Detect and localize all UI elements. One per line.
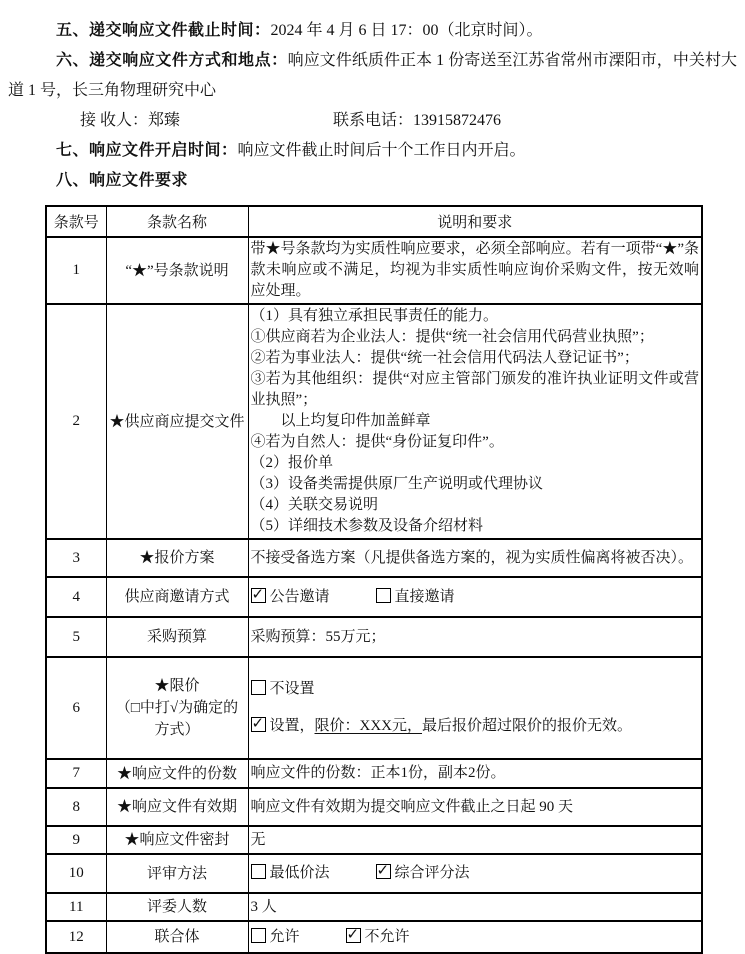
text-line: ③若为其他组织：提供“对应主管部门颁发的准许执业证明文件或营业执照”； bbox=[250, 371, 699, 408]
option-label: 最低价法 bbox=[269, 865, 330, 881]
clause-requirements bbox=[248, 657, 702, 759]
checked-checkbox-icon bbox=[346, 928, 361, 943]
option-label: 综合评分法 bbox=[394, 865, 470, 881]
clause-number: 3 bbox=[46, 539, 106, 577]
option-label: 不允许 bbox=[364, 928, 410, 945]
clause-name-line: （□中打√为确定的方式） bbox=[115, 700, 239, 738]
unchecked-checkbox-icon bbox=[376, 588, 391, 603]
table-row bbox=[46, 759, 702, 788]
spacer bbox=[251, 700, 700, 716]
checkbox-option bbox=[346, 929, 410, 945]
paragraph-opening-time-label: 七、响应文件开启时间： bbox=[56, 142, 238, 159]
clause-name-line: 采购预算 bbox=[146, 629, 207, 645]
clause-requirements bbox=[248, 826, 702, 854]
option-label: 最后报价超过限价的报价无效。 bbox=[422, 718, 633, 734]
text-line: 3 人 bbox=[250, 898, 277, 915]
clause-number: 1 bbox=[46, 237, 106, 304]
paragraph-requirements-label: 八、响应文件要求 bbox=[56, 172, 189, 189]
phone-block bbox=[333, 106, 501, 136]
clause-name bbox=[106, 788, 248, 826]
clause-number: 8 bbox=[46, 788, 106, 826]
checkbox-option bbox=[376, 589, 455, 605]
clause-name bbox=[106, 657, 248, 759]
table-row bbox=[46, 921, 702, 953]
clause-name bbox=[106, 759, 248, 788]
clause-number: 6 bbox=[46, 657, 106, 759]
clause-number: 7 bbox=[46, 759, 106, 788]
clause-number: 4 bbox=[46, 577, 106, 617]
option-label: 直接邀请 bbox=[394, 588, 455, 605]
clause-name bbox=[106, 617, 248, 657]
table-row bbox=[46, 657, 702, 759]
checkbox-option bbox=[251, 929, 300, 945]
paragraph-deadline bbox=[8, 16, 737, 46]
text-line: 无 bbox=[250, 831, 266, 848]
text-line: ①供应商若为企业法人：提供“统一社会信用代码营业执照”； bbox=[250, 329, 654, 345]
clause-requirements bbox=[248, 921, 702, 953]
clause-name-line: ★限价 bbox=[154, 678, 200, 694]
checkbox-option bbox=[251, 718, 633, 734]
paragraph-deadline-label: 五、递交响应文件截止时间： bbox=[56, 22, 271, 39]
clause-requirements bbox=[248, 854, 702, 893]
paragraph-delivery-text: 响应文件纸质件正本 1 份寄送至江苏省常州市溧阳市，中关村大道 1 号，长三角物理研究中心 bbox=[8, 52, 737, 99]
clause-requirements bbox=[248, 893, 702, 921]
text-line: （1）具有独立承担民事责任的能力。 bbox=[250, 308, 499, 324]
checked-checkbox-icon bbox=[251, 717, 266, 732]
header-clause-name: 条款名称 bbox=[106, 206, 248, 237]
clause-name-line: 评委人数 bbox=[146, 899, 207, 915]
clause-requirements bbox=[248, 788, 702, 826]
paragraph-requirements-heading bbox=[8, 166, 737, 196]
phone-label: 联系电话： bbox=[333, 112, 414, 129]
text-line: ②若为事业法人：提供“统一社会信用代码法人登记证书”； bbox=[250, 350, 639, 366]
clause-name bbox=[106, 237, 248, 304]
option-label: 限价：XXX元， bbox=[314, 718, 423, 734]
checkbox-option bbox=[251, 681, 315, 697]
option-line bbox=[251, 679, 700, 700]
table-row bbox=[46, 854, 702, 893]
clause-name-line: ★供应商应提交文件 bbox=[109, 413, 245, 430]
clause-number: 11 bbox=[46, 893, 106, 921]
clause-number: 5 bbox=[46, 617, 106, 657]
unchecked-checkbox-icon bbox=[251, 928, 266, 943]
text-line: 响应文件有效期为提交响应文件截止之日起 90 天 bbox=[250, 798, 574, 815]
contact-line bbox=[8, 106, 737, 136]
checkbox-option bbox=[251, 865, 330, 881]
text-line: 响应文件的份数：正本1份，副本2份。 bbox=[250, 765, 506, 781]
header-requirements: 说明和要求 bbox=[248, 206, 702, 237]
clause-name bbox=[106, 921, 248, 953]
unchecked-checkbox-icon bbox=[251, 864, 266, 879]
text-line: （3）设备类需提供原厂生产说明或代理协议 bbox=[250, 476, 544, 492]
clause-number: 12 bbox=[46, 921, 106, 953]
option-label: 不设置 bbox=[269, 681, 315, 697]
text-line: ④若为自然人：提供“身份证复印件”。 bbox=[250, 434, 504, 450]
text-line: （4）关联交易说明 bbox=[250, 497, 379, 513]
clause-name bbox=[106, 539, 248, 577]
clause-number: 10 bbox=[46, 854, 106, 893]
clause-name bbox=[106, 304, 248, 539]
text-line: 采购预算：55万元； bbox=[250, 628, 386, 645]
option-line bbox=[251, 587, 700, 608]
paragraph-deadline-text: 2024 年 4 月 6 日 17：00（北京时间）。 bbox=[270, 22, 543, 39]
phone-number: 13915872476 bbox=[413, 112, 502, 129]
clause-name-line: 联合体 bbox=[154, 929, 200, 945]
unchecked-checkbox-icon bbox=[251, 680, 266, 695]
receiver-name: 郑臻 bbox=[148, 112, 181, 129]
option-line bbox=[251, 927, 700, 948]
clause-requirements bbox=[248, 617, 702, 657]
response-requirements-table bbox=[45, 205, 703, 954]
option-line bbox=[251, 716, 700, 737]
paragraph-delivery bbox=[8, 46, 737, 106]
table-row bbox=[46, 826, 702, 854]
text-line: 带★号条款均为实质性响应要求，必须全部响应。若有一项带“★”条款未响应或不满足，均视为非实质性响应询价采购文件，按无效响应处理。 bbox=[250, 241, 699, 299]
text-line: 不接受备选方案（凡提供备选方案的，视为实质性偏离将被否决）。 bbox=[250, 549, 694, 566]
table-row bbox=[46, 577, 702, 617]
option-label: 公告邀请 bbox=[269, 588, 330, 605]
clause-name bbox=[106, 577, 248, 617]
checked-checkbox-icon bbox=[376, 864, 391, 879]
clause-name-line: 评审方法 bbox=[146, 865, 207, 882]
option-label: 设置， bbox=[269, 718, 315, 734]
clause-requirements bbox=[248, 539, 702, 577]
text-line: 以上均复印件加盖鲜章 bbox=[280, 413, 431, 429]
clause-requirements bbox=[248, 237, 702, 304]
table-row bbox=[46, 617, 702, 657]
paragraph-opening-time bbox=[8, 136, 737, 166]
text-line: （5）详细技术参数及设备介绍材料 bbox=[250, 518, 484, 534]
table-row bbox=[46, 237, 702, 304]
receiver-label: 接 收人： bbox=[80, 112, 149, 129]
clause-name-line: 供应商邀请方式 bbox=[124, 589, 230, 605]
table-row bbox=[46, 788, 702, 826]
clause-requirements bbox=[248, 759, 702, 788]
table-header-row bbox=[46, 206, 702, 237]
table-row bbox=[46, 304, 702, 539]
option-label: 允许 bbox=[269, 928, 300, 945]
option-line bbox=[251, 863, 700, 884]
clause-number: 2 bbox=[46, 304, 106, 539]
table-row bbox=[46, 539, 702, 577]
paragraph-opening-time-text: 响应文件截止时间后十个工作日内开启。 bbox=[237, 142, 526, 159]
clause-name-line: “★”号条款说明 bbox=[125, 262, 229, 279]
clause-name-line: ★响应文件的份数 bbox=[116, 765, 237, 782]
table-row bbox=[46, 893, 702, 921]
checkbox-option bbox=[251, 589, 330, 605]
clause-name bbox=[106, 826, 248, 854]
clause-name bbox=[106, 893, 248, 921]
clause-number: 9 bbox=[46, 826, 106, 854]
checkbox-option bbox=[376, 865, 470, 881]
clause-name bbox=[106, 854, 248, 893]
clause-requirements bbox=[248, 577, 702, 617]
clause-requirements bbox=[248, 304, 702, 539]
header-clause-no: 条款号 bbox=[46, 206, 106, 237]
clause-name-line: ★报价方案 bbox=[139, 550, 215, 566]
clause-name-line: ★响应文件密封 bbox=[124, 832, 230, 848]
text-line: （2）报价单 bbox=[250, 455, 334, 471]
clause-name-line: ★响应文件有效期 bbox=[116, 799, 237, 815]
checked-checkbox-icon bbox=[251, 588, 266, 603]
paragraph-delivery-label: 六、递交响应文件方式和地点： bbox=[56, 52, 288, 69]
